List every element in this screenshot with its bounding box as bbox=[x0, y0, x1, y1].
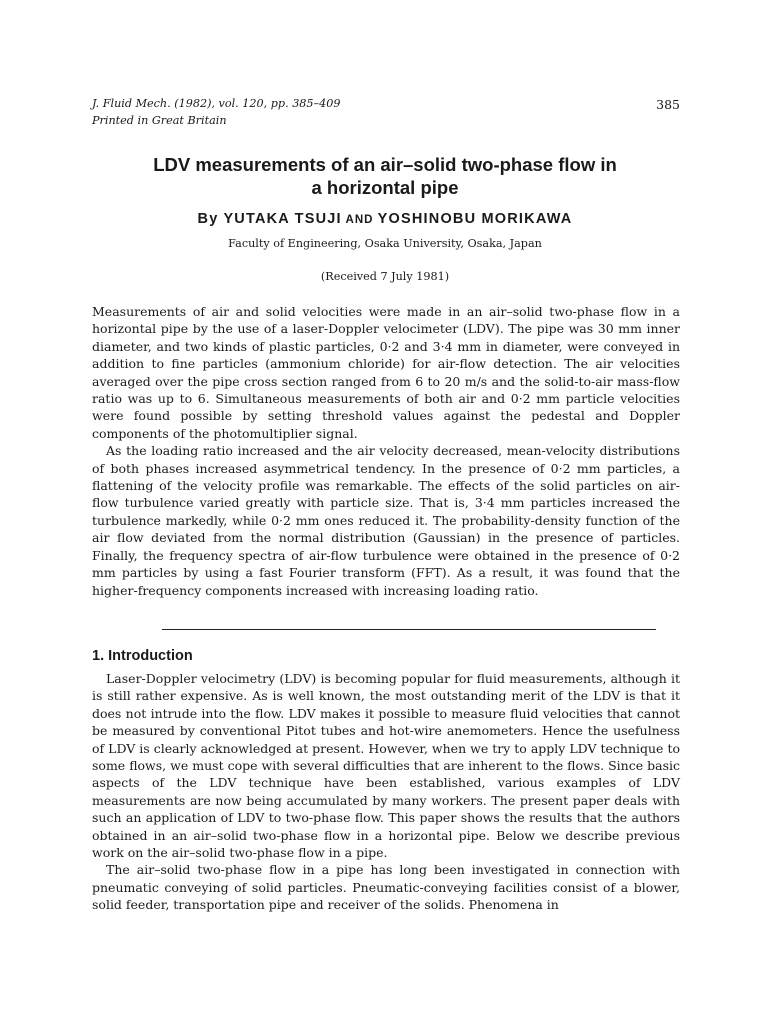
author-and: AND bbox=[341, 214, 378, 226]
introduction-body bbox=[92, 670, 680, 914]
author-2: YOSHINOBU MORIKAWA bbox=[377, 211, 573, 227]
section-heading-introduction: 1. Introduction bbox=[92, 648, 193, 664]
printed-note: Printed in Great Britain bbox=[92, 114, 227, 127]
author-line bbox=[92, 211, 678, 227]
abstract bbox=[92, 303, 680, 599]
affiliation: Faculty of Engineering, Osaka University, Osaka, Japan bbox=[228, 237, 542, 250]
journal-citation: J. Fluid Mech. (1982), vol. 120, pp. 385–409 bbox=[92, 97, 341, 110]
intro-paragraph-1: Laser-Doppler velocimetry (LDV) is becoming popular for fluid measurements, although it is still rather expensive. As is well known, the most outstanding merit of the LDV is that it does not intrude into the flow. LDV makes it possible to measure fluid velocities that cannot be measured by conventional Pitot tubes and hot-wire anemometers. Hence the usefulness of LDV is clearly acknowledged at present. However, when we try to apply LDV technique to some flows, we must cope with several difficulties that are inherent to the flows. Since basic aspects of the LDV technique have been established, various examples of LDV measurements are now being accumulated by many workers. The present paper deals with such an application of LDV to two-phase flow. This paper shows the results that the authors obtained in an air–solid two-phase flow in a horizontal pipe. Below we describe previous work on the air–solid two-phase flow in a pipe. bbox=[92, 671, 680, 861]
section-divider bbox=[162, 629, 656, 630]
journal-header bbox=[92, 95, 682, 129]
title-line-1: LDV measurements of an air–solid two-phase flow in bbox=[153, 154, 617, 175]
received-date: (Received 7 July 1981) bbox=[320, 270, 450, 283]
intro-paragraph-2: The air–solid two-phase flow in a pipe has long been investigated in connection with pneumatic conveying of solid particles. Pneumatic-conveying facilities consist of a blower, solid feeder, transportation pipe and receiver of the solids. Phenomena in bbox=[92, 862, 680, 913]
title-line-2: a horizontal pipe bbox=[311, 177, 459, 198]
page-number: 385 bbox=[656, 97, 680, 112]
abstract-paragraph-1: Measurements of air and solid velocities were made in an air–solid two-phase flow in a horizontal pipe by the use of a laser-Doppler velocimeter (LDV). The pipe was 30 mm inner diameter, and two kinds of plastic particles, 0·2 and 3·4 mm in diameter, were conveyed in addition to fine particles (ammonium chloride) for air-flow detection. The air velocities averaged over the pipe cross section ranged from 6 to 20 m/s and the solid-to-air mass-flow ratio was up to 6. Simultaneous measurements of both air and 0·2 mm particle velocities were found possible by setting threshold values against the pedestal and Doppler components of the photomultiplier signal. bbox=[92, 304, 680, 441]
author-by: By bbox=[197, 211, 224, 227]
abstract-paragraph-2: As the loading ratio increased and the air velocity decreased, mean-velocity distributions of both phases increased asymmetrical tendency. In the presence of 0·2 mm particles, a flattening of the velocity profile was remarkable. The effects of the solid particles on air-flow turbulence varied greatly with particle size. That is, 3·4 mm particles increased the turbulence markedly, while 0·2 mm ones reduced it. The probability-density function of the air flow deviated from the normal distribution (Gaussian) in the presence of particles. Finally, the frequency spectra of air-flow turbulence were obtained in the presence of 0·2 mm particles by using a fast Fourier transform (FFT). As a result, it was found that the higher-frequency components increased with increasing loading ratio. bbox=[92, 443, 680, 598]
author-1: YUTAKA TSUJI bbox=[223, 211, 342, 227]
paper-title bbox=[92, 153, 678, 199]
